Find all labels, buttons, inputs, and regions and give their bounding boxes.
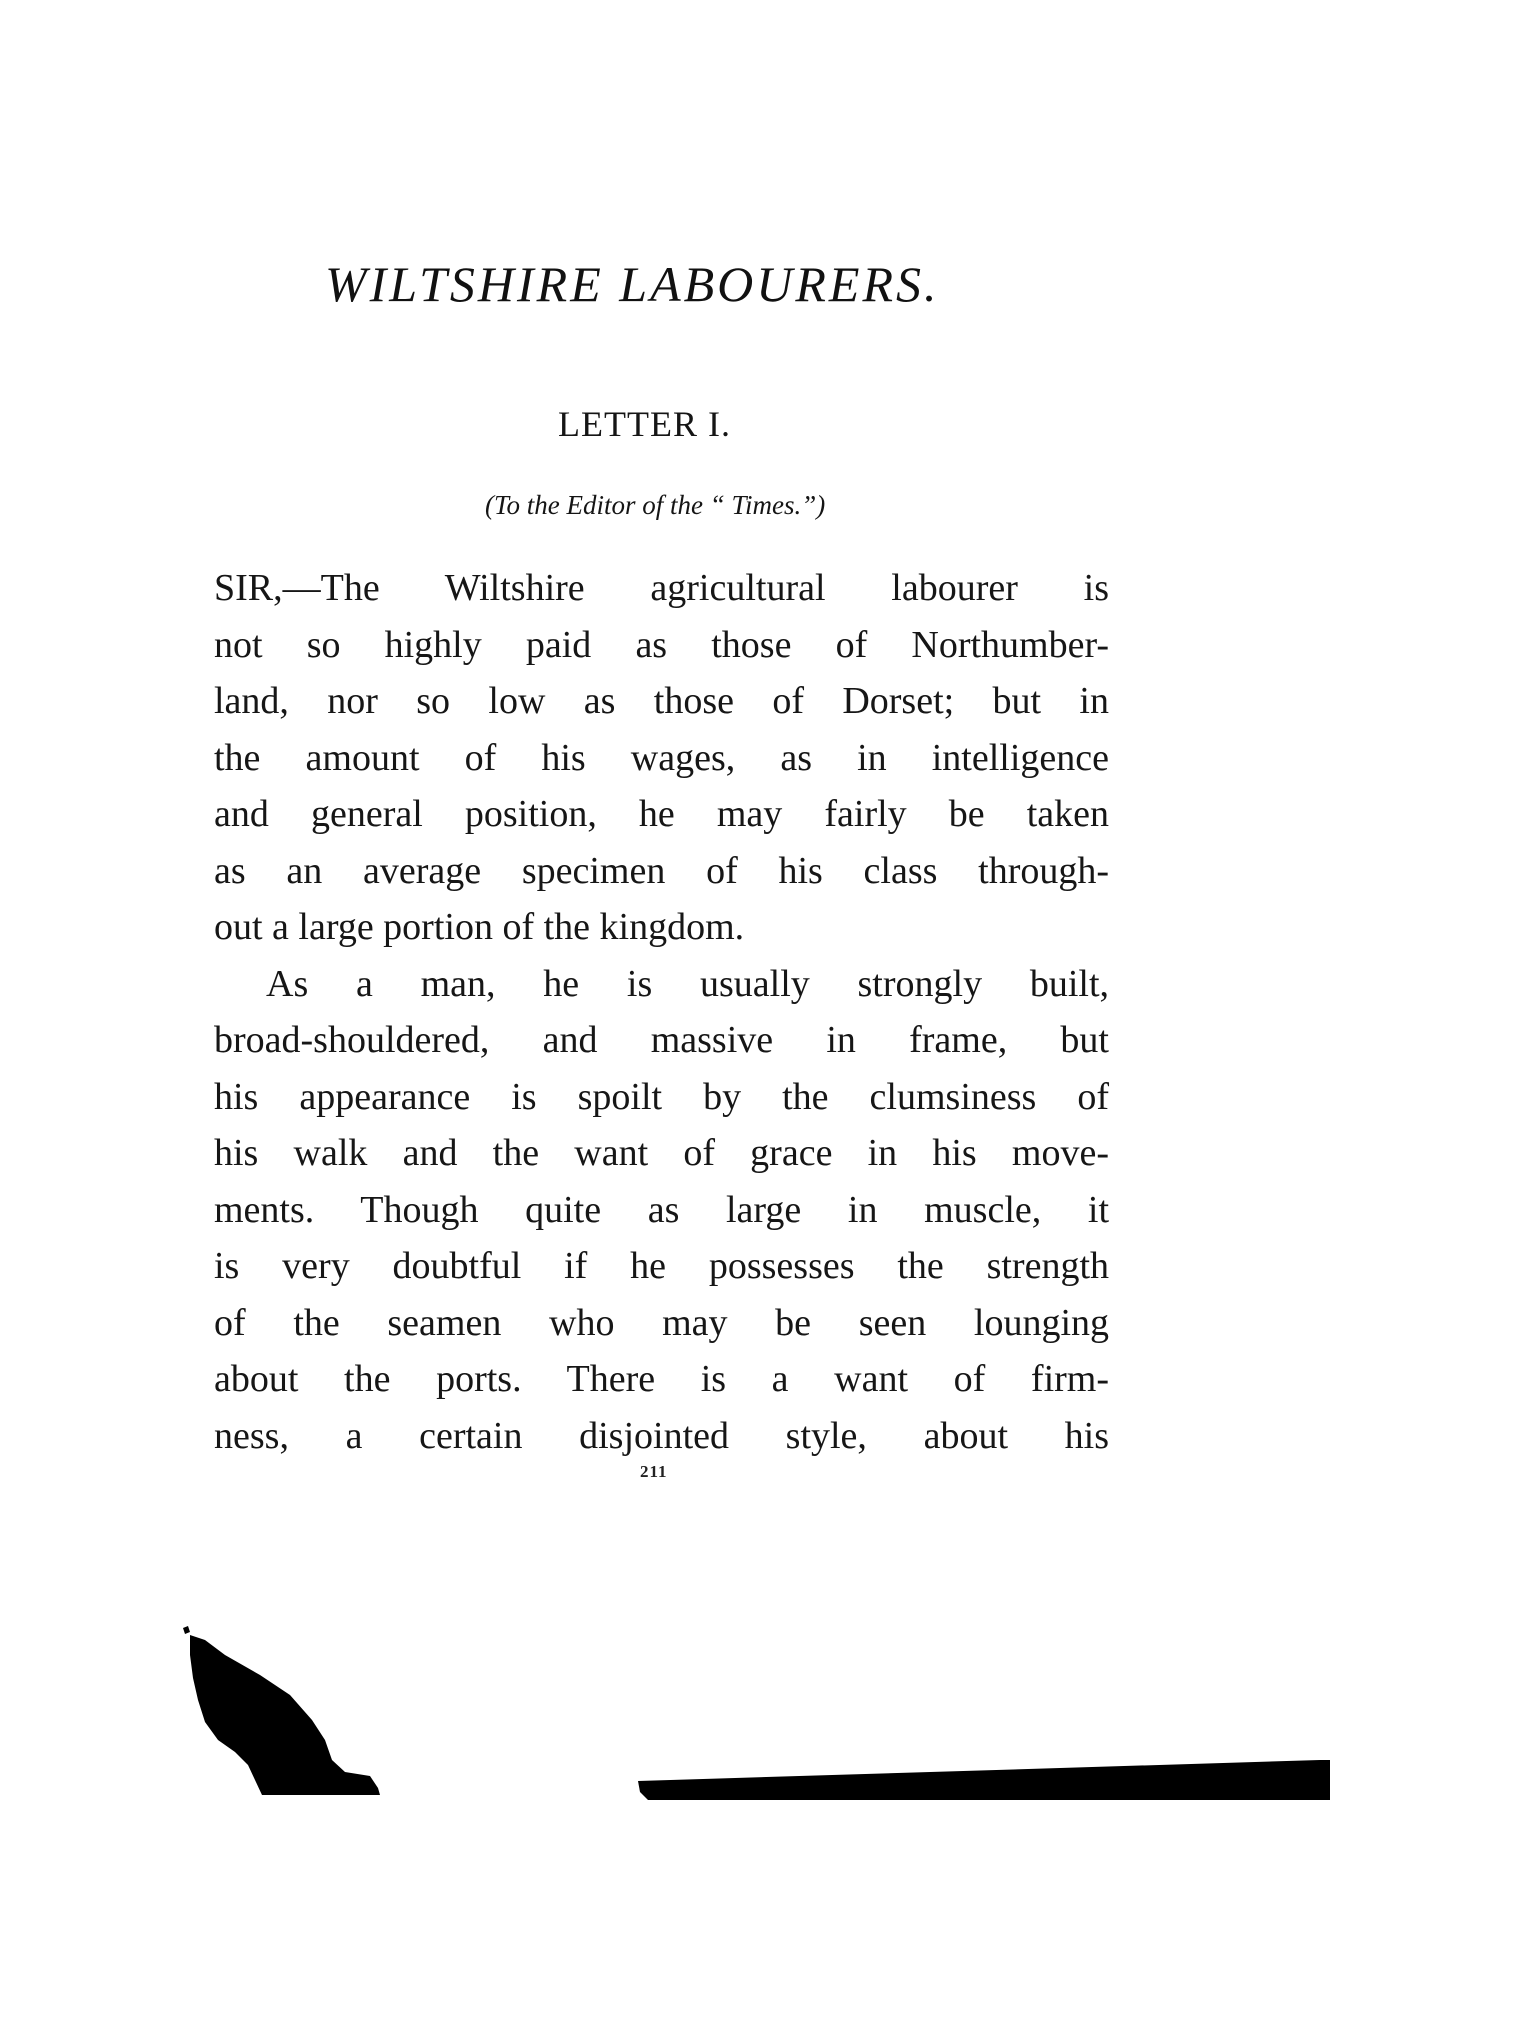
paragraph-2-line: about the ports. There is a want of firm- bbox=[214, 1358, 1109, 1400]
paragraph-2-line: of the seamen who may be seen lounging bbox=[214, 1301, 1109, 1344]
left-scan-blot-speck bbox=[183, 1626, 190, 1634]
paragraph-1-line: SIR,—The Wiltshire agricultural labourer is bbox=[214, 567, 1109, 609]
paragraph-1-line: out a large portion of the kingdom. bbox=[214, 906, 745, 948]
paragraph-1-line: not so highly paid as those of Northumber- bbox=[214, 623, 1109, 666]
paragraph-2-line: his walk and the want of grace in his move- bbox=[214, 1132, 1109, 1174]
right-scan-bar bbox=[638, 1760, 1330, 1800]
paragraph-2-line: is very doubtful if he possesses the strength bbox=[214, 1245, 1109, 1287]
paragraph-2-line: broad-shouldered, and massive in frame, but bbox=[214, 1019, 1109, 1061]
letter-heading: LETTER I. bbox=[558, 404, 731, 444]
page-number: 211 bbox=[640, 1462, 668, 1481]
paragraph-2-line: his appearance is spoilt by the clumsiness of bbox=[214, 1075, 1109, 1118]
paragraph-1-line: and general position, he may fairly be taken bbox=[214, 793, 1109, 835]
paragraph-1-line: as an average specimen of his class through- bbox=[214, 849, 1109, 892]
addressee-line: (To the Editor of the “ Times.”) bbox=[485, 490, 826, 520]
paragraph-2-line: ments. Though quite as large in muscle, it bbox=[214, 1188, 1109, 1231]
paragraph-2-line: ness, a certain disjointed style, about his bbox=[214, 1414, 1109, 1457]
paragraph-1-line: the amount of his wages, as in intelligence bbox=[214, 736, 1109, 779]
paragraph-2-line: As a man, he is usually strongly built, bbox=[266, 962, 1109, 1005]
page-title: WILTSHIRE LABOURERS. bbox=[325, 256, 940, 312]
paragraph-1-line: land, nor so low as those of Dorset; but in bbox=[214, 680, 1109, 722]
left-scan-blot bbox=[190, 1635, 380, 1795]
